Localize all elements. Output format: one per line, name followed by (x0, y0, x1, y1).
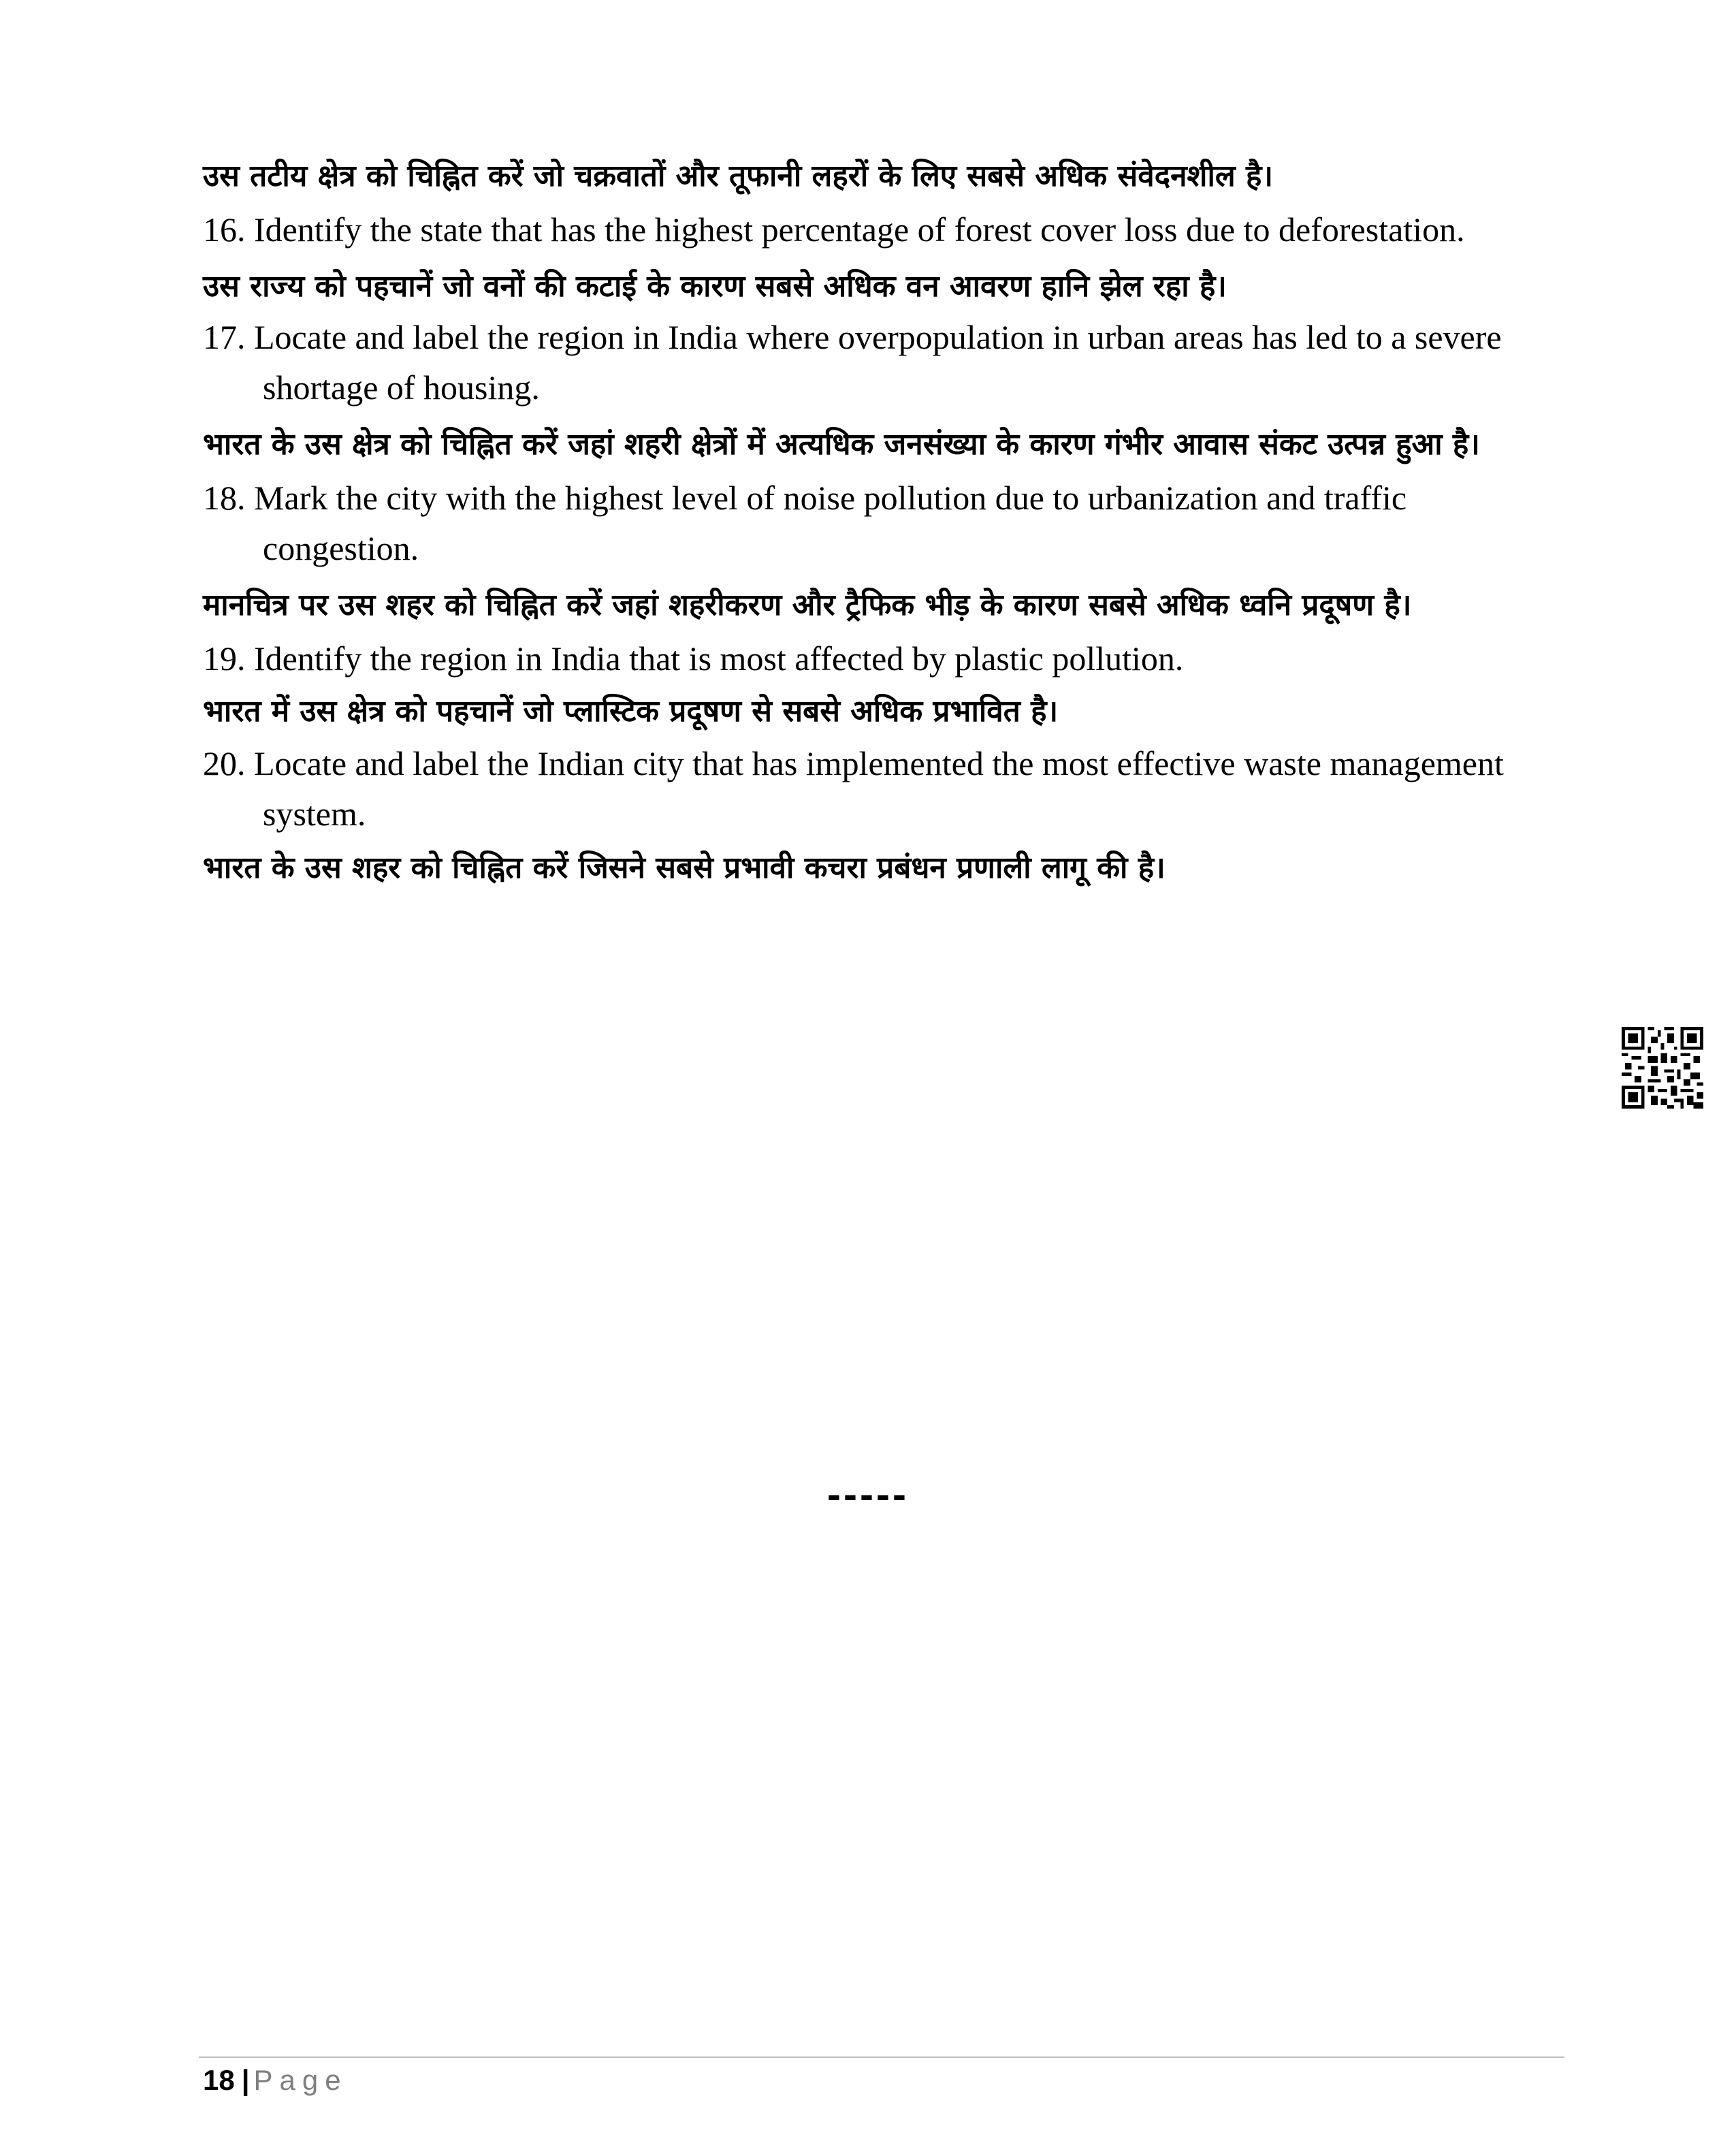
page-label: Page (253, 2064, 348, 2096)
question-17-hindi: भारत के उस क्षेत्र को चिह्नित करें जहां शहरी क्षेत्रों में अत्यधिक जनसंख्या के कारण गंभीर आवास संकट उत्पन्न हुआ है। (203, 427, 1480, 462)
question-20-english: 20. Locate and label the Indian city that has implemented the most effective waste management system. (203, 744, 1504, 833)
footer-separator: | (241, 2064, 250, 2096)
end-of-section-marker: ----- (827, 1472, 909, 1517)
question-18-hindi: मानचित्र पर उस शहर को चिह्नित करें जहां शहरीकरण और ट्रैफिक भीड़ के कारण सबसे अधिक ध्वनि प्रदूषण है। (203, 588, 1412, 622)
question-17-english: 17. Locate and label the region in India where overpopulation in urban areas has led to a severe shortage of housing. (203, 318, 1502, 407)
question-19-english: 19. Identify the region in India that is most affected by plastic pollution. (203, 639, 1184, 678)
question-16-hindi: उस राज्य को पहचानें जो वनों की कटाई के कारण सबसे अधिक वन आवरण हानि झेल रहा है। (203, 269, 1227, 304)
footer-divider (199, 2056, 1564, 2058)
page-number: 18 (203, 2064, 235, 2096)
page-footer (203, 2063, 348, 2097)
question-18-english: 18. Mark the city with the highest level of noise pollution due to urbanization and traffic congestion. (203, 479, 1407, 567)
question-16-english: 16. Identify the state that has the highest percentage of forest cover loss due to deforestation. (203, 210, 1465, 249)
question-list (203, 144, 1551, 900)
qr-code-icon (1622, 1027, 1703, 1109)
question-19-hindi: भारत में उस क्षेत्र को पहचानें जो प्लास्टिक प्रदूषण से सबसे अधिक प्रभावित है। (203, 694, 1059, 729)
question-15-hindi: उस तटीय क्षेत्र को चिह्नित करें जो चक्रवातों और तूफानी लहरों के लिए सबसे अधिक संवेदनशील है। (203, 159, 1274, 193)
question-20-hindi: भारत के उस शहर को चिह्नित करें जिसने सबसे प्रभावी कचरा प्रबंधन प्रणाली लागू की है। (203, 851, 1166, 885)
